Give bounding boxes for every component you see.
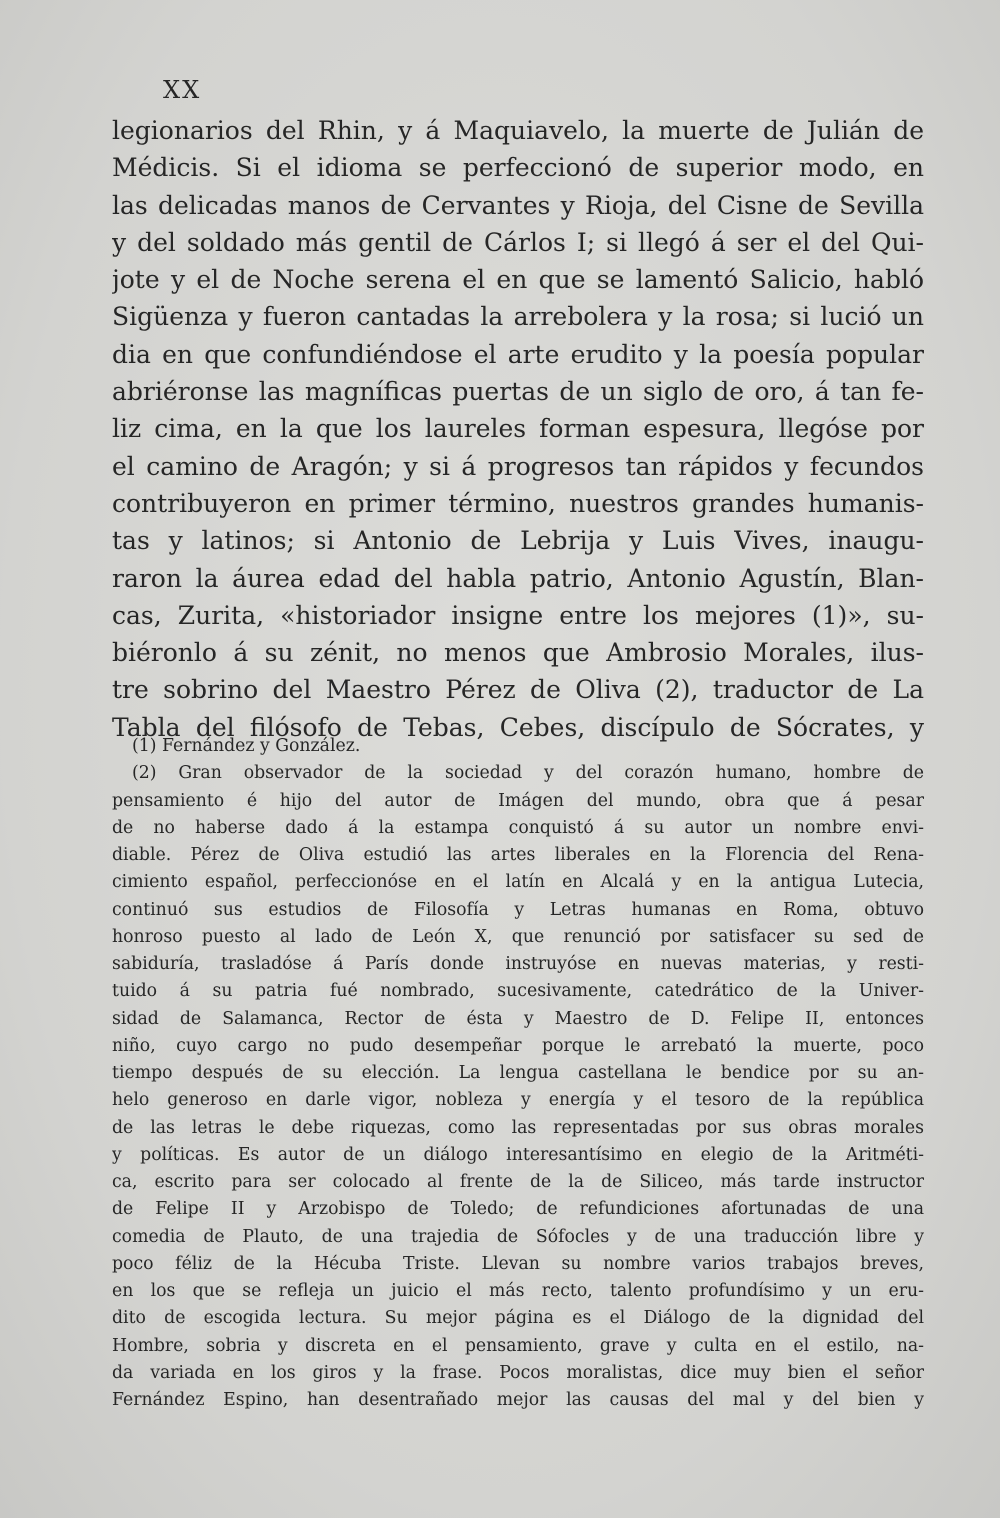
footnote-line: helo generoso en darle vigor, nobleza y energía y el tesoro de la república [112,1090,924,1111]
footnote-line: pensamiento é hijo del autor de Imágen del mundo, obra que á pesar [112,790,924,811]
footnote-line: de las letras le debe riquezas, como las representadas por sus obras morales [112,1117,924,1138]
footnote-line: de Felipe II y Arzobispo de Toledo; de refundiciones afortunadas de una [112,1199,924,1220]
body-line: jote y el de Noche serena el en que se lamentó Salicio, habló [112,265,924,295]
body-line: tre sobrino del Maestro Pérez de Oliva (2), traductor de La [112,675,924,705]
body-line: biéronlo á su zénit, no menos que Ambrosio Morales, ilus- [112,638,924,668]
body-line: cas, Zurita, «historiador insigne entre los mejores (1)», su- [112,600,924,630]
body-line: dia en que confundiéndose el arte erudito y la poesía popular [112,339,924,369]
footnote-line: tiempo después de su elección. La lengua castellana le bendice por su an- [112,1063,924,1083]
page-number: XX [163,76,202,104]
footnote-line: continuó sus estudios de Filosofía y Letras humanas en Roma, obtuvo [112,899,924,920]
footnotes [112,733,924,1414]
body-line: tas y latinos; si Antonio de Lebrija y Luis Vives, inaugu- [112,526,924,556]
footnote-line: diable. Pérez de Oliva estudió las artes liberales en la Florencia del Rena- [112,845,924,865]
body-line: Sigüenza y fueron cantadas la arrebolera y la rosa; si lució un [112,302,924,332]
body-line: raron la áurea edad del habla patrio, Antonio Agustín, Blan- [112,563,924,593]
footnote-line: da variada en los giros y la frase. Pocos moralistas, dice muy bien el señor [112,1362,924,1383]
body-line: Médicis. Si el idioma se perfeccionó de superior modo, en [112,153,924,183]
footnote-line: tuido á su patria fué nombrado, sucesivamente, catedrático de la Univer- [112,981,924,1002]
body-line: Tabla del filósofo de Tebas, Cebes, discípulo de Sócrates, y [112,712,924,742]
footnote-line: honroso puesto al lado de León X, que renunció por satisfacer su sed de [112,926,924,947]
footnote-line: ca, escrito para ser colocado al frente de la de Siliceo, más tarde instructor [112,1172,924,1192]
main-text [112,112,924,746]
footnote-line: sabiduría, trasladóse á París donde instruyóse en nuevas materias, y resti- [112,954,924,974]
footnote-line: (2) Gran observador de la sociedad y del corazón humano, hombre de [132,763,924,784]
body-line: las delicadas manos de Cervantes y Rioja, del Cisne de Sevilla [112,190,924,220]
footnote-line: poco féliz de la Hécuba Triste. Llevan su nombre varios trabajos breves, [112,1253,924,1274]
footnote-line: (1) Fernández y González. [132,736,361,756]
body-line: contribuyeron en primer término, nuestros grandes humanis- [112,488,924,518]
body-line: el camino de Aragón; y si á progresos tan rápidos y fecundos [112,451,924,481]
body-line: legionarios del Rhin, y á Maquiavelo, la muerte de Julián de [112,116,924,145]
footnote-line: y políticas. Es autor de un diálogo interesantísimo en elegio de la Aritméti- [112,1144,924,1165]
footnote-line: Fernández Espino, han desentrañado mejor las causas del mal y del bien y [112,1390,924,1410]
body-line: abriéronse las magníficas puertas de un siglo de oro, á tan fe- [112,377,924,407]
footnote-line: comedia de Plauto, de una trajedia de Sófocles y de una traducción libre y [112,1226,924,1247]
body-line: y del soldado más gentil de Cárlos I; si llegó á ser el del Qui- [112,227,924,257]
footnote-line: en los que se refleja un juicio el más recto, talento profundísimo y un eru- [112,1281,924,1301]
body-line: liz cima, en la que los laureles forman espesura, llegóse por [112,414,924,444]
footnote-line: niño, cuyo cargo no pudo desempeñar porque le arrebató la muerte, poco [112,1035,924,1056]
footnote-line: Hombre, sobria y discreta en el pensamiento, grave y culta en el estilo, na- [112,1335,924,1356]
footnote-line: dito de escogida lectura. Su mejor página es el Diálogo de la dignidad del [112,1308,924,1329]
footnote-line: de no haberse dado á la estampa conquistó á su autor un nombre envi- [112,817,924,838]
footnote-line: sidad de Salamanca, Rector de ésta y Maestro de D. Felipe II, entonces [112,1008,924,1029]
footnote-line: cimiento español, perfeccionóse en el latín en Alcalá y en la antigua Lutecia, [112,872,924,893]
